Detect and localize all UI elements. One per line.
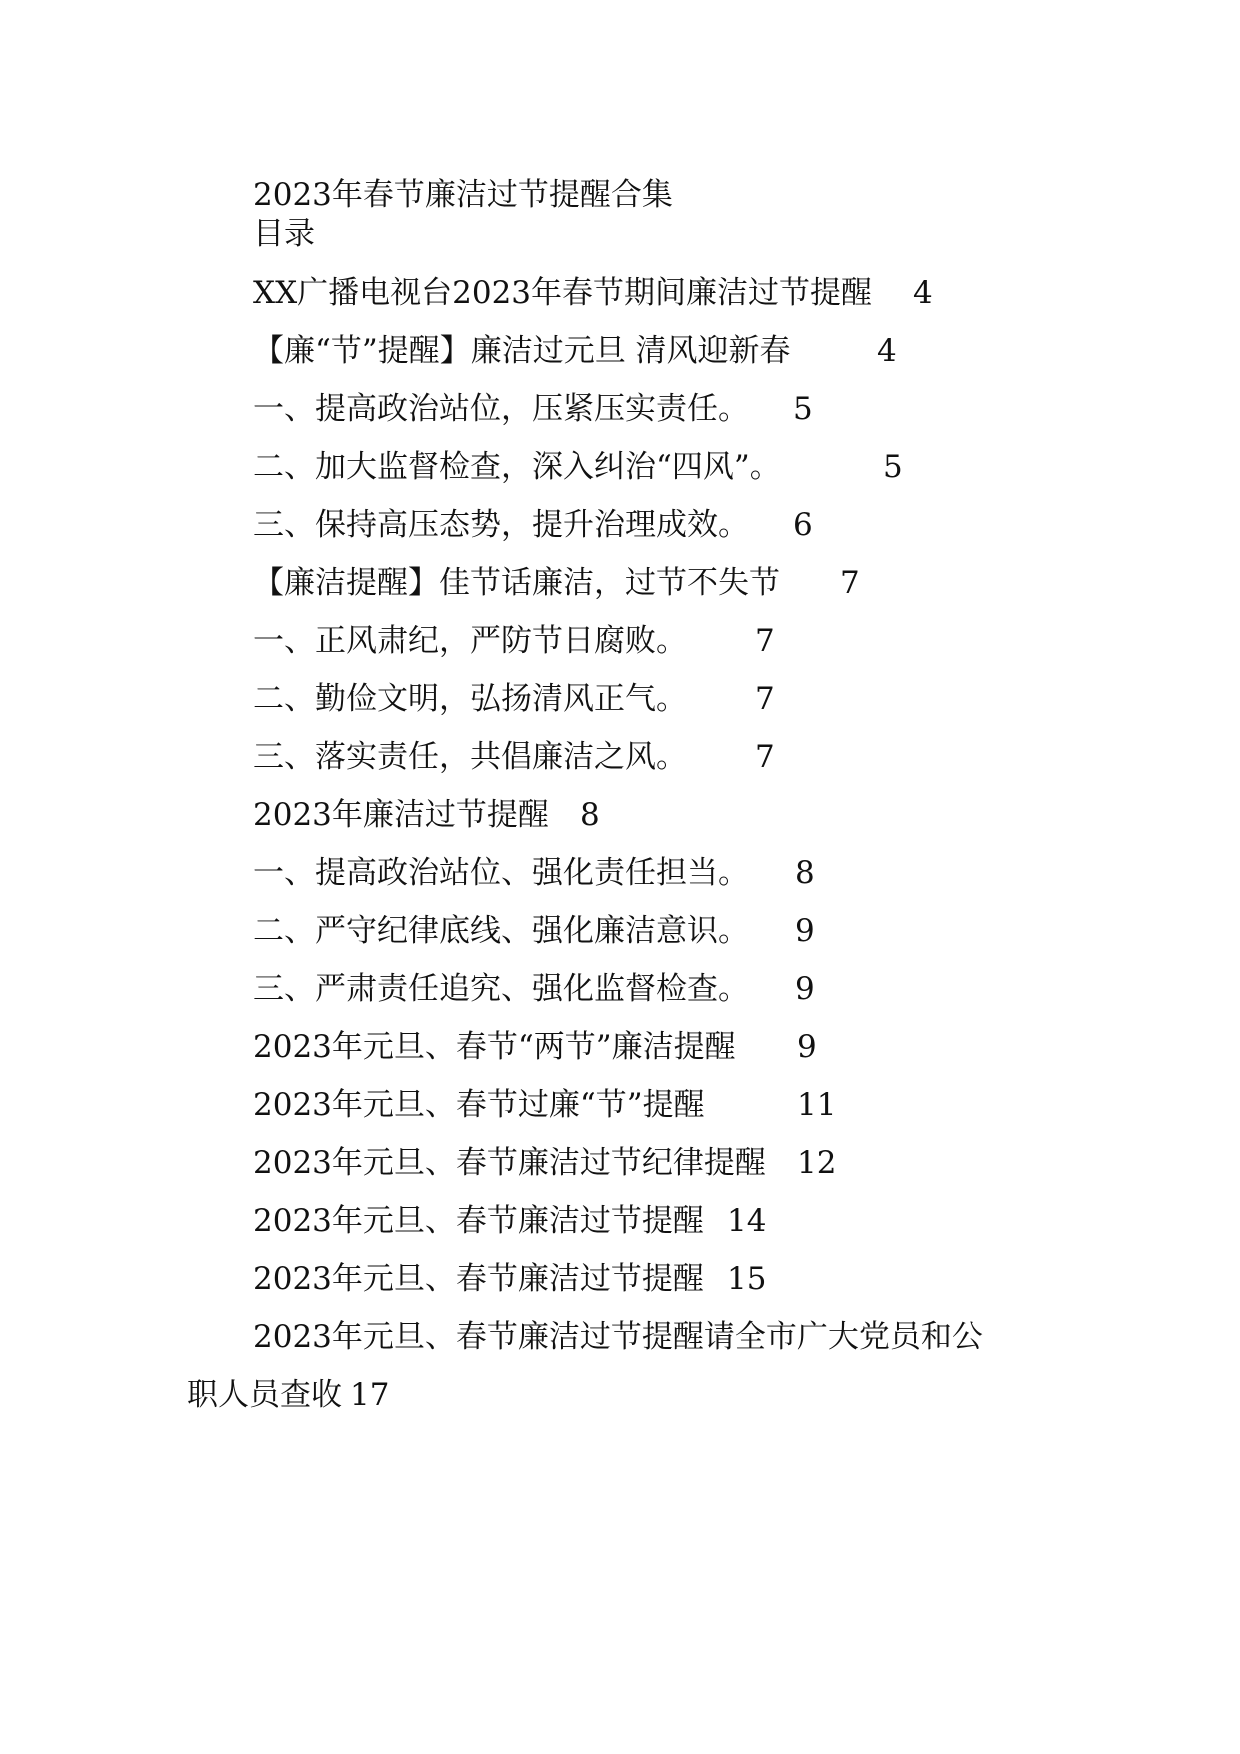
- toc-entry-page: 6: [793, 507, 813, 543]
- toc-entry-text: 一、提高政治站位、强化责任担当。: [253, 855, 749, 891]
- toc-entry-text: 一、提高政治站位，压紧压实责任。: [253, 391, 749, 427]
- toc-entry-page: 11: [797, 1087, 837, 1123]
- toc-entry-text: 二、加大监督检查，深入纠治“四风”。: [253, 449, 781, 485]
- toc-entry[interactable]: [253, 1143, 837, 1183]
- toc-entry-page: 7: [755, 623, 775, 659]
- toc-entry[interactable]: [253, 911, 815, 951]
- toc-entry-text: 【廉洁提醒】佳节话廉洁，过节不失节: [253, 565, 780, 601]
- toc-entry-text: 三、严肃责任追究、强化监督检查。: [253, 971, 749, 1007]
- toc-entry-page: 7: [755, 681, 775, 717]
- toc-entry-page: 9: [795, 913, 815, 949]
- toc-entry-page: 8: [795, 855, 815, 891]
- toc-entry-text: 一、正风肃纪，严防节日腐败。: [253, 623, 687, 659]
- toc-entry[interactable]: [253, 621, 775, 661]
- toc-entry-page: 4: [913, 275, 933, 311]
- toc-entry-page: 14: [727, 1203, 767, 1239]
- toc-entry-last-continuation[interactable]: [187, 1375, 390, 1415]
- toc-entry-page: 5: [883, 449, 903, 485]
- toc-heading: 目录: [253, 216, 315, 252]
- toc-entry-page: 9: [797, 1029, 817, 1065]
- toc-entry-text: 2023年廉洁过节提醒: [253, 797, 549, 833]
- toc-entry[interactable]: [253, 795, 600, 835]
- toc-entry-text: 二、严守纪律底线、强化廉洁意识。: [253, 913, 749, 949]
- toc-entry[interactable]: [253, 1201, 767, 1241]
- document-title: 2023年春节廉洁过节提醒合集: [253, 177, 673, 213]
- toc-entry-page: 17: [350, 1377, 390, 1413]
- toc-entry-text: 2023年元旦、春节廉洁过节提醒: [253, 1203, 704, 1239]
- toc-entry-page: 15: [727, 1261, 767, 1297]
- toc-entry[interactable]: [253, 331, 897, 371]
- toc-entry[interactable]: [253, 853, 815, 893]
- toc-entry[interactable]: [253, 737, 775, 777]
- toc-entry-text: 2023年元旦、春节廉洁过节提醒请全市广大党员和公: [253, 1319, 983, 1355]
- toc-entry-page: 7: [755, 739, 775, 775]
- toc-entry[interactable]: [253, 1027, 817, 1067]
- toc-entry-page: 7: [840, 565, 860, 601]
- toc-entry[interactable]: [253, 679, 775, 719]
- toc-entry[interactable]: [253, 273, 933, 313]
- toc-entry-last[interactable]: [253, 1317, 983, 1357]
- toc-entry-text: 职人员查收: [187, 1377, 342, 1413]
- toc-entry-page: 12: [797, 1145, 837, 1181]
- toc-entry[interactable]: [253, 505, 813, 545]
- toc-entry-text: 2023年元旦、春节廉洁过节提醒: [253, 1261, 704, 1297]
- toc-entry-text: 三、落实责任，共倡廉洁之风。: [253, 739, 687, 775]
- toc-entry-page: 5: [793, 391, 813, 427]
- toc-entry-page: 4: [877, 333, 897, 369]
- toc-entry[interactable]: [253, 447, 903, 487]
- toc-entry[interactable]: [253, 969, 815, 1009]
- toc-entry[interactable]: [253, 1259, 767, 1299]
- toc-entry-text: 2023年元旦、春节过廉“节”提醒: [253, 1087, 705, 1123]
- toc-entry-text: 2023年元旦、春节“两节”廉洁提醒: [253, 1029, 736, 1065]
- toc-entry[interactable]: [253, 1085, 837, 1125]
- toc-entry[interactable]: [253, 389, 813, 429]
- toc-entry-text: 二、勤俭文明，弘扬清风正气。: [253, 681, 687, 717]
- toc-entry-page: 9: [795, 971, 815, 1007]
- toc-entry-page: 8: [580, 797, 600, 833]
- toc-entry-text: 2023年元旦、春节廉洁过节纪律提醒: [253, 1145, 766, 1181]
- toc-entry-text: XX广播电视台2023年春节期间廉洁过节提醒: [253, 275, 873, 311]
- toc-entry[interactable]: [253, 563, 860, 603]
- toc-entry-text: 【廉“节”提醒】廉洁过元旦 清风迎新春: [253, 333, 791, 369]
- toc-entry-text: 三、保持高压态势，提升治理成效。: [253, 507, 749, 543]
